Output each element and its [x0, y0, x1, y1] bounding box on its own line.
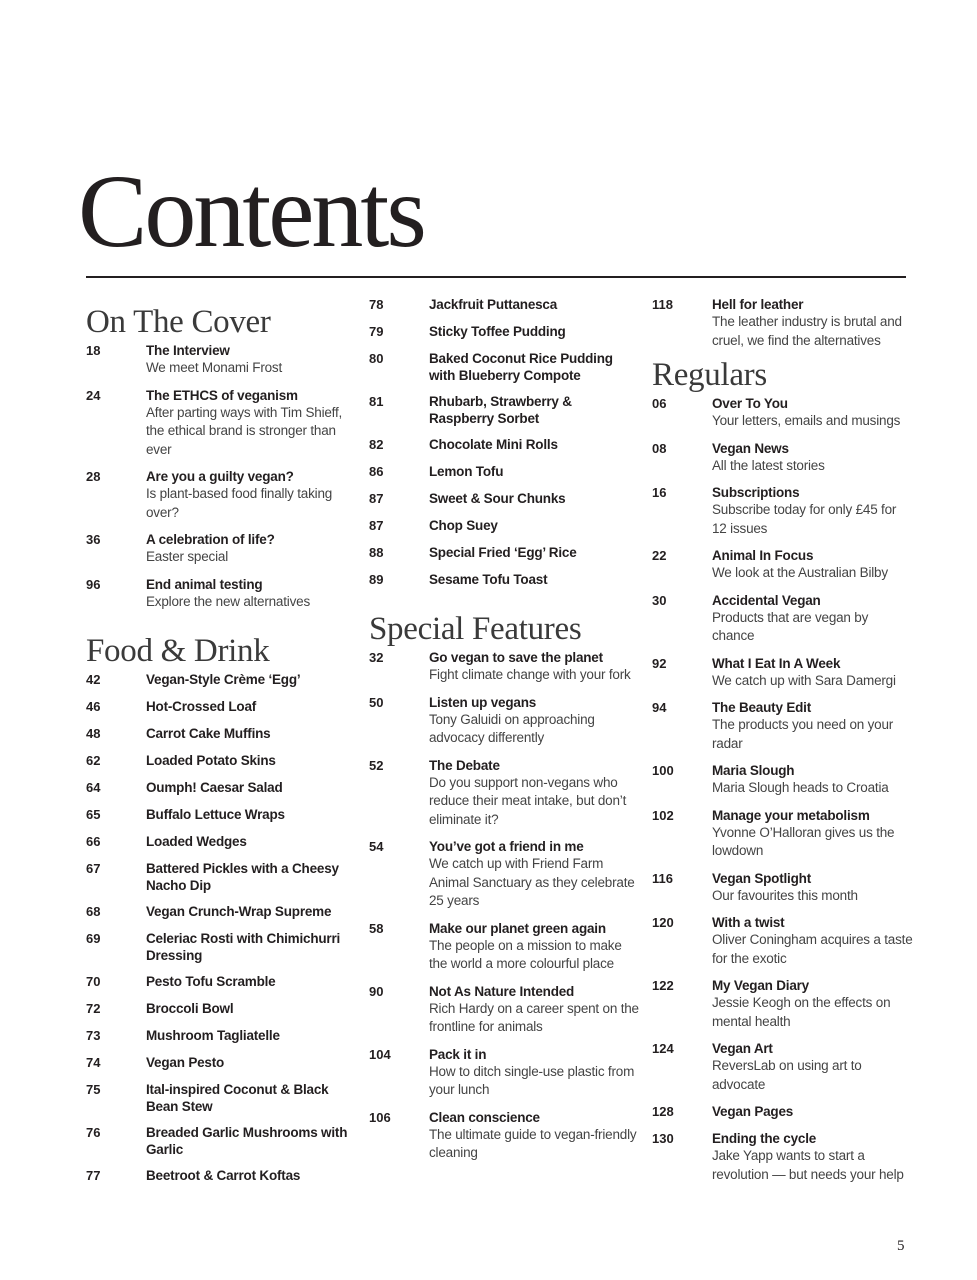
entry-description: We look at the Australian Bilby — [712, 565, 888, 580]
entry-body — [429, 838, 639, 911]
entry-page-number: 16 — [652, 485, 667, 500]
column-right — [652, 296, 914, 1193]
entry-title: Sticky Toffee Pudding — [429, 324, 566, 339]
entry-page-number: 36 — [86, 532, 101, 547]
entry-body — [146, 833, 354, 851]
page-number: 5 — [897, 1238, 905, 1254]
entry-page-number: 88 — [369, 545, 384, 560]
entry-description: Jessie Keogh on the effects on mental health — [712, 995, 891, 1029]
entry-page-number: 128 — [652, 1104, 674, 1119]
entry-body — [712, 1103, 914, 1121]
entry-title: Hot-Crossed Loaf — [146, 699, 257, 714]
entry-page-number: 62 — [86, 753, 101, 768]
column-left — [86, 296, 354, 1194]
entry-body — [146, 576, 354, 612]
entry-description: We catch up with Sara Damergi — [712, 672, 896, 688]
entry-page-number: 92 — [652, 655, 667, 671]
entry-page-number: 73 — [86, 1028, 101, 1043]
entry-description: ReversLab on using art to advocate — [712, 1058, 862, 1092]
entry-body — [146, 531, 354, 567]
entry-description: Yvonne O’Halloran gives us the lowdown — [712, 824, 895, 858]
entry-page-number: 100 — [652, 763, 674, 778]
entry-description: Maria Slough heads to Croatia — [712, 780, 889, 795]
entry-title: Loaded Wedges — [146, 834, 247, 849]
entry-page-number: 52 — [369, 757, 384, 773]
entry-title: Vegan Crunch-Wrap Supreme — [146, 904, 332, 919]
entry-page-number: 50 — [369, 694, 384, 710]
contents-entry — [86, 671, 354, 689]
entry-page-number: 87 — [369, 491, 384, 506]
entry-title: Vegan Pages — [712, 1104, 794, 1119]
entry-body — [712, 870, 914, 906]
contents-entry — [652, 1040, 914, 1094]
entry-title: Maria Slough — [712, 763, 795, 778]
contents-entry — [86, 387, 354, 460]
entry-page-number: 80 — [369, 351, 384, 366]
entry-body — [712, 440, 914, 476]
entry-title: Chocolate Mini Rolls — [429, 437, 558, 452]
entry-page-number: 118 — [652, 297, 673, 312]
entry-page-number: 46 — [86, 699, 101, 714]
entry-title: Special Fried ‘Egg’ Rice — [429, 545, 577, 560]
entry-body — [429, 296, 639, 314]
entry-page-number: 124 — [652, 1041, 674, 1056]
contents-entry — [86, 468, 354, 522]
entry-page-number: 54 — [369, 839, 384, 854]
section-heading-on-the-cover: On The Cover — [86, 304, 271, 340]
entry-title: Are you a guilty vegan? — [146, 469, 294, 484]
entry-title: Ending the cycle — [712, 1131, 817, 1146]
entry-description: The ultimate guide to vegan-friendly cleaning — [429, 1126, 637, 1160]
entry-page-number: 90 — [369, 983, 384, 999]
entry-page-number: 82 — [369, 437, 384, 452]
entry-body — [146, 903, 354, 921]
list-regulars — [652, 395, 914, 1184]
entry-body — [146, 1167, 354, 1185]
contents-entry — [86, 1081, 354, 1115]
contents-entry — [86, 342, 354, 378]
contents-entry — [369, 920, 639, 974]
entry-title: You’ve got a friend in me — [429, 839, 584, 854]
section-heading-regulars: Regulars — [652, 357, 767, 393]
entry-description: How to ditch single-use plastic from your lunch — [429, 1063, 635, 1097]
section-heading-food-drink: Food & Drink — [86, 633, 270, 669]
entry-body — [146, 671, 354, 689]
entry-body — [429, 983, 639, 1037]
entry-description: Oliver Coningham acquires a taste for the exotic — [712, 932, 913, 966]
contents-entry — [369, 350, 639, 384]
contents-entry — [652, 440, 914, 476]
entry-body — [429, 757, 639, 830]
contents-entry — [86, 1000, 354, 1018]
entry-body — [712, 699, 914, 753]
entry-body — [712, 1040, 914, 1094]
entry-body — [712, 762, 914, 798]
entry-body — [146, 860, 354, 894]
contents-entry — [369, 838, 639, 911]
contents-entry — [652, 762, 914, 798]
entry-title: Sweet & Sour Chunks — [429, 491, 566, 506]
entry-page-number: 89 — [369, 572, 384, 587]
entry-title: Vegan Pesto — [146, 1055, 225, 1070]
entry-title: Over To You — [712, 396, 788, 411]
contents-entry — [369, 490, 639, 508]
entry-description: The people on a mission to make the world a more colourful place — [429, 937, 622, 971]
entry-title: Accidental Vegan — [712, 592, 821, 608]
contents-entry — [86, 930, 354, 964]
entry-page-number: 06 — [652, 396, 667, 411]
entry-description: Is plant-based food finally taking over? — [146, 486, 333, 520]
contents-entry — [86, 779, 354, 797]
entry-body — [429, 350, 639, 384]
entry-title: Vegan News — [712, 440, 789, 456]
contents-entry — [652, 655, 914, 691]
entry-title: Chop Suey — [429, 518, 498, 533]
entry-description: Products that are vegan by chance — [712, 609, 869, 643]
entry-body — [712, 807, 914, 861]
entry-page-number: 08 — [652, 440, 667, 456]
entry-body — [146, 930, 354, 964]
entry-description: Jake Yapp wants to start a revolution — but needs your help — [712, 1148, 904, 1182]
entry-page-number: 79 — [369, 324, 384, 339]
entry-page-number: 96 — [86, 576, 101, 592]
contents-entry — [86, 1027, 354, 1045]
contents-entry — [86, 1167, 354, 1185]
entry-page-number: 120 — [652, 915, 674, 930]
entry-title: The Debate — [429, 757, 500, 773]
contents-entry — [86, 860, 354, 894]
entry-description: We meet Monami Frost — [146, 360, 283, 375]
entry-body — [146, 1124, 354, 1158]
contents-entry — [86, 1054, 354, 1072]
entry-page-number: 48 — [86, 726, 101, 741]
entry-body — [146, 1000, 354, 1018]
entry-title: Carrot Cake Muffins — [146, 726, 271, 741]
contents-entry — [369, 571, 639, 589]
entry-title: Breaded Garlic Mushrooms with Garlic — [146, 1125, 348, 1157]
entry-body — [146, 387, 354, 460]
contents-entry — [86, 973, 354, 991]
entry-title: Sesame Tofu Toast — [429, 572, 548, 587]
entry-description: All the latest stories — [712, 457, 825, 473]
entry-body — [429, 323, 639, 341]
entry-description: Subscribe today for only £45 for 12 issues — [712, 502, 897, 536]
entry-body — [146, 806, 354, 824]
entry-page-number: 69 — [86, 931, 101, 946]
entry-title: Make our planet green again — [429, 920, 606, 936]
entry-body — [429, 463, 639, 481]
entry-body — [146, 468, 354, 522]
entry-page-number: 116 — [652, 870, 673, 886]
contents-entry — [86, 1124, 354, 1158]
entry-body — [429, 436, 639, 454]
entry-description: The products you need on your radar — [712, 717, 894, 751]
entry-description: Do you support non-vegans who reduce their meat intake, but don’t eliminate it? — [429, 774, 627, 827]
contents-entry — [86, 576, 354, 612]
entry-page-number: 87 — [369, 518, 384, 533]
entry-title: Mushroom Tagliatelle — [146, 1028, 280, 1043]
entry-page-number: 106 — [369, 1109, 391, 1125]
contents-entry — [369, 983, 639, 1037]
contents-entry — [369, 463, 639, 481]
entry-title: Loaded Potato Skins — [146, 753, 276, 768]
entry-title: A celebration of life? — [146, 532, 275, 547]
entry-body — [712, 914, 914, 968]
entry-title: With a twist — [712, 915, 785, 930]
entry-title: Subscriptions — [712, 485, 800, 500]
entry-title: Beetroot & Carrot Koftas — [146, 1168, 301, 1183]
entry-page-number: 66 — [86, 834, 101, 849]
entry-page-number: 58 — [369, 920, 384, 936]
contents-entry — [369, 1109, 639, 1163]
entry-page-number: 77 — [86, 1168, 101, 1183]
entry-title: The Interview — [146, 343, 230, 358]
entry-body — [429, 694, 639, 748]
entry-page-number: 78 — [369, 297, 384, 312]
contents-entry — [86, 531, 354, 567]
contents-entry — [652, 870, 914, 906]
contents-entry — [652, 914, 914, 968]
entry-title: Battered Pickles with a Cheesy Nacho Dip — [146, 861, 339, 893]
entry-page-number: 65 — [86, 807, 101, 822]
entry-page-number: 72 — [86, 1001, 101, 1016]
entry-page-number: 81 — [369, 394, 384, 409]
contents-entry — [369, 436, 639, 454]
list-on-the-cover — [86, 342, 354, 611]
contents-entry — [86, 698, 354, 716]
entry-body — [146, 973, 354, 991]
entry-page-number: 24 — [86, 387, 101, 403]
entry-body — [146, 779, 354, 797]
entry-description: Rich Hardy on a career spent on the frontline for animals — [429, 1000, 639, 1034]
contents-entry — [369, 517, 639, 535]
entry-body — [712, 1130, 914, 1184]
entry-title: Buffalo Lettuce Wraps — [146, 807, 285, 822]
entry-page-number: 67 — [86, 861, 101, 876]
entry-body — [429, 649, 639, 685]
list-food-drink — [86, 671, 354, 1185]
entry-page-number: 32 — [369, 650, 384, 665]
entry-description: Tony Galuidi on approaching advocacy differently — [429, 711, 595, 745]
entry-body — [146, 1027, 354, 1045]
entry-body — [429, 571, 639, 589]
entry-page-number: 64 — [86, 780, 101, 795]
entry-title: Not As Nature Intended — [429, 983, 575, 999]
entry-body — [712, 395, 914, 431]
contents-entry — [652, 395, 914, 431]
entry-body — [712, 484, 914, 538]
entry-title: Lemon Tofu — [429, 464, 504, 479]
entry-body — [429, 1109, 639, 1163]
entry-page-number: 75 — [86, 1082, 101, 1097]
entry-page-number: 70 — [86, 974, 101, 989]
entry-body — [146, 1054, 354, 1072]
entry-title: Go vegan to save the planet — [429, 650, 603, 665]
entry-body — [429, 517, 639, 535]
contents-entry — [652, 699, 914, 753]
contents-entry — [369, 757, 639, 830]
entry-page-number: 122 — [652, 978, 674, 993]
contents-entry — [652, 1130, 914, 1184]
entry-title: Broccoli Bowl — [146, 1001, 234, 1016]
list-special-features-continued — [652, 296, 914, 350]
contents-entry — [369, 393, 639, 427]
contents-entry — [369, 1046, 639, 1100]
entry-title: Pack it in — [429, 1046, 487, 1062]
entry-page-number: 74 — [86, 1055, 101, 1070]
entry-title: Oumph! Caesar Salad — [146, 780, 283, 795]
entry-body — [712, 296, 914, 350]
entry-page-number: 22 — [652, 548, 667, 563]
section-heading-special-features: Special Features — [369, 611, 582, 647]
entry-title: Celeriac Rosti with Chimichurri Dressing — [146, 931, 341, 963]
entry-description: Easter special — [146, 549, 228, 564]
contents-entry — [369, 323, 639, 341]
contents-entry — [369, 544, 639, 562]
entry-title: Vegan Spotlight — [712, 870, 812, 886]
entry-title: The Beauty Edit — [712, 700, 812, 715]
entry-title: Animal In Focus — [712, 548, 814, 563]
contents-entry — [652, 484, 914, 538]
entry-title: Listen up vegans — [429, 694, 537, 710]
entry-title: Hell for leather — [712, 297, 804, 312]
contents-entry — [652, 547, 914, 583]
entry-page-number: 102 — [652, 807, 674, 823]
entry-page-number: 76 — [86, 1125, 101, 1140]
entry-title: Pesto Tofu Scramble — [146, 974, 276, 989]
contents-entry — [86, 725, 354, 743]
entry-title: The ETHCS of veganism — [146, 387, 298, 403]
contents-entry — [652, 592, 914, 646]
entry-description: The leather industry is brutal and cruel, we find the alternatives — [712, 314, 902, 348]
entry-body — [429, 393, 639, 427]
entry-title: Rhubarb, Strawberry & Raspberry Sorbet — [429, 394, 572, 426]
entry-page-number: 68 — [86, 904, 101, 919]
column-middle — [369, 296, 639, 1172]
contents-entry — [652, 1103, 914, 1121]
contents-entry — [86, 806, 354, 824]
entry-page-number: 18 — [86, 343, 101, 358]
contents-entry — [652, 296, 914, 350]
entry-title: Vegan-Style Crème ‘Egg’ — [146, 672, 301, 687]
title-divider — [86, 276, 906, 278]
contents-entry — [652, 977, 914, 1031]
entry-body — [146, 752, 354, 770]
entry-title: My Vegan Diary — [712, 978, 809, 993]
entry-title: End animal testing — [146, 576, 263, 592]
entry-description: Our favourites this month — [712, 887, 858, 903]
entry-body — [712, 977, 914, 1031]
contents-entry — [369, 694, 639, 748]
entry-body — [429, 920, 639, 974]
entry-page-number: 42 — [86, 672, 101, 687]
page-title: Contents — [78, 154, 424, 269]
entry-page-number: 28 — [86, 469, 101, 484]
entry-page-number: 30 — [652, 592, 667, 608]
entry-body — [429, 1046, 639, 1100]
contents-entry — [86, 903, 354, 921]
entry-body — [712, 547, 914, 583]
entry-body — [146, 725, 354, 743]
entry-page-number: 130 — [652, 1131, 674, 1146]
entry-body — [429, 544, 639, 562]
entry-body — [712, 592, 914, 646]
contents-entry — [86, 833, 354, 851]
entry-description: We catch up with Friend Farm Animal Sanctuary as they celebrate 25 years — [429, 856, 635, 908]
entry-page-number: 94 — [652, 700, 667, 715]
entry-title: Clean conscience — [429, 1109, 540, 1125]
list-food-drink-continued — [369, 296, 639, 589]
list-special-features — [369, 649, 639, 1163]
contents-entry — [369, 296, 639, 314]
entry-body — [429, 490, 639, 508]
contents-entry — [652, 807, 914, 861]
entry-title: Jackfruit Puttanesca — [429, 297, 558, 312]
entry-title: What I Eat In A Week — [712, 655, 841, 671]
entry-title: Ital-inspired Coconut & Black Bean Stew — [146, 1082, 329, 1114]
entry-title: Baked Coconut Rice Pudding with Blueberry Compote — [429, 351, 613, 383]
entry-title: Manage your metabolism — [712, 807, 870, 823]
entry-title: Vegan Art — [712, 1041, 773, 1056]
entry-description: Explore the new alternatives — [146, 593, 310, 609]
entry-page-number: 86 — [369, 464, 384, 479]
contents-entry — [86, 752, 354, 770]
contents-entry — [369, 649, 639, 685]
entry-body — [146, 1081, 354, 1115]
entry-body — [712, 655, 914, 691]
entry-body — [146, 698, 354, 716]
entry-body — [146, 342, 354, 378]
entry-description: Your letters, emails and musings — [712, 413, 901, 428]
entry-description: After parting ways with Tim Shieff, the ethical brand is stronger than ever — [146, 404, 343, 457]
entry-page-number: 104 — [369, 1046, 391, 1062]
entry-description: Fight climate change with your fork — [429, 667, 631, 682]
